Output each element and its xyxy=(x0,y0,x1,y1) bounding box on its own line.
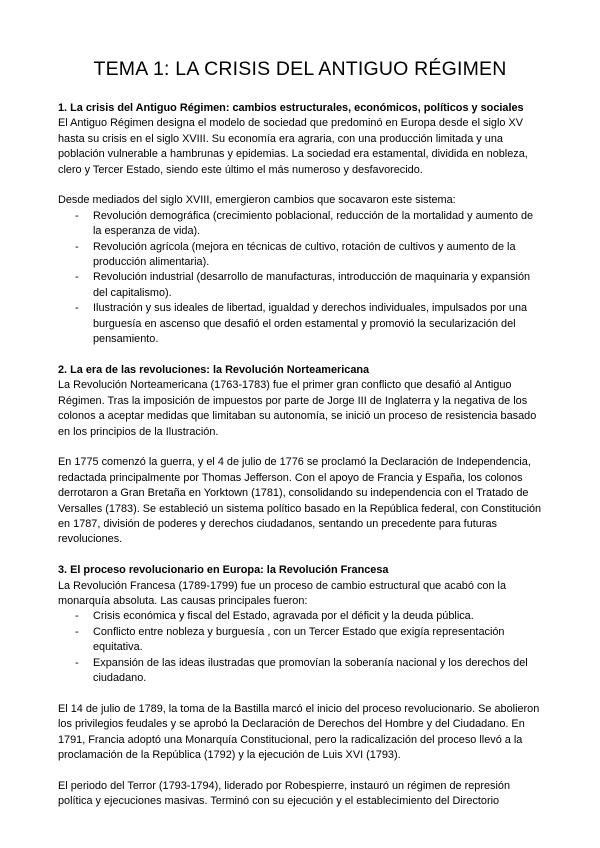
section-1-paragraph-2: Desde mediados del siglo XVIII, emergieron cambios que socavaron este sistema: xyxy=(58,194,456,207)
page-title: TEMA 1: LA CRISIS DEL ANTIGUO RÉGIMEN xyxy=(93,58,507,80)
list-item: - Revolución agrícola (mejora en técnicas de cultivo, rotación de cultivos y aumento de la producción alimentaria). xyxy=(58,240,544,271)
section-3-list xyxy=(58,609,544,686)
list-item: - Expansión de las ideas ilustradas que promovían la soberanía nacional y los derechos del ciudadano. xyxy=(58,656,544,687)
spacer xyxy=(58,178,544,193)
section-3-paragraph-1: La Revolución Francesa (1789-1799) fue un proceso de cambio estructural que acabó con la monarquía absoluta. Las causas principales fueron: xyxy=(58,579,506,607)
spacer xyxy=(58,548,544,563)
spacer xyxy=(58,440,544,455)
section-2-paragraph-1: La Revolución Norteamericana (1763-1783) fue el primer gran conflicto que desafió al Antiguo Régimen. Tras la imposición de impuestos por parte de Jorge III de Inglaterra y la negativa de los colonos a aceptar medidas que limitaban su autonomía, se inició un proceso de resistencia basado en los principios de la Ilustración. xyxy=(58,379,537,438)
list-item: - Crisis económica y fiscal del Estado, agravada por el déficit y la deuda pública. xyxy=(58,609,544,624)
document-body xyxy=(58,101,544,810)
list-item: - Revolución industrial (desarrollo de manufacturas, introducción de maquinaria y expansión del capitalismo). xyxy=(58,270,544,301)
section-1-paragraph-1: El Antiguo Régimen designa el modelo de sociedad que predominó en Europa desde el siglo XV hasta su crisis en el siglo XVIII. Su economía era agraria, con una producción limitada y una población vulnerable a hambrunas y epidemias. La sociedad era estamental, dividida en nobleza, clero y Tercer Estado, siendo este último el más numeroso y desfavorecido. xyxy=(58,117,528,176)
list-item: - Conflicto entre nobleza y burguesía , con un Tercer Estado que exigía representación equitativa. xyxy=(58,625,544,656)
list-item: - Ilustración y sus ideales de libertad, igualdad y derechos individuales, impulsados por una burguesía en ascenso que desafió el orden estamental y promovió la secularización del pensamiento. xyxy=(58,301,544,347)
section-3-paragraph-3: El periodo del Terror (1793-1794), liderado por Robespierre, instauró un régimen de represión política y ejecuciones masivas. Terminó con su ejecución y el establecimiento del Directorio xyxy=(58,779,511,808)
section-1-list xyxy=(58,209,544,348)
spacer xyxy=(58,763,544,778)
section-2-paragraph-2: En 1775 comenzó la guerra, y el 4 de julio de 1776 se proclamó la Declaración de Independencia, redactada principalmente por Thomas Jefferson. Con el apoyo de Francia y España, los colonos derrotaron a Gran Bretaña en Yorktown (1781), consolidando su independencia con el Tratado de Versalles (1783). Se estableció un sistema político basado en la República federal, con Constitución en 1787, división de poderes y derechos ciudadanos, sentando un precedente para futuras revoluciones. xyxy=(58,456,542,546)
spacer xyxy=(58,686,544,701)
spacer xyxy=(58,347,544,362)
section-1-heading: 1. La crisis del Antiguo Régimen: cambios estructurales, económicos, políticos y sociales xyxy=(58,102,524,114)
list-item: - Revolución demográfica (crecimiento poblacional, reducción de la mortalidad y aumento de la esperanza de vida). xyxy=(58,209,544,240)
section-3-paragraph-2: El 14 de julio de 1789, la toma de la Bastilla marcó el inicio del proceso revolucionario. Se abolieron los privilegios feudales y se aprobó la Declaración de Derechos del Hombre y del Ciudadano. En 1791, Francia adoptó una Monarquía Constitucional, pero la radicalización del proceso llevó a la proclamación de la República (1792) y la ejecución de Luis XVI (1793). xyxy=(58,702,540,761)
section-2-heading: 2. La era de las revoluciones: la Revolución Norteamericana xyxy=(58,363,370,376)
section-3-heading: 3. El proceso revolucionario en Europa: la Revolución Francesa xyxy=(58,564,389,577)
